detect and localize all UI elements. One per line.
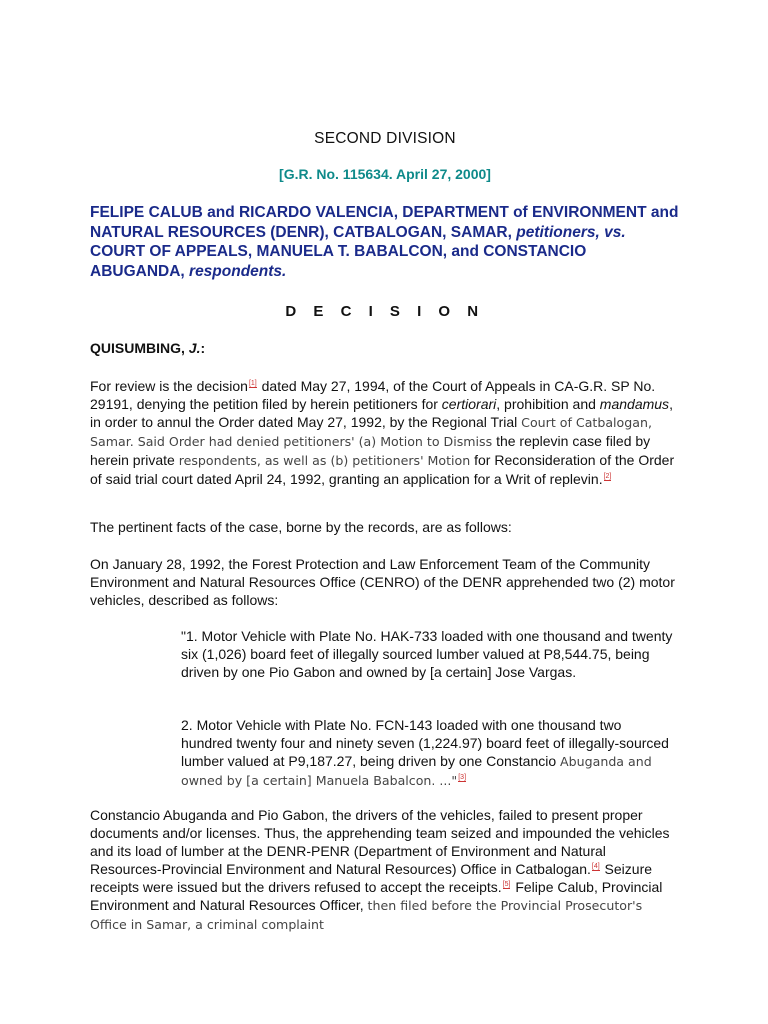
text: respondents, as well as (b) petitioners' Motion (178, 453, 471, 468)
text: for Reconsideration of the Order of said trial court dated April 24, 1992, granting an application for a Writ of replevin. (90, 452, 675, 487)
text: dated May 27, 1994, of the Court of Appeals in CA-G.R. SP No. 29191, denying the petition filed by herein petitioners for (90, 378, 656, 412)
italic-term: certiorari (441, 396, 497, 412)
petitioners-label: petitioners, vs. (516, 223, 626, 241)
footnote-link-4[interactable]: [4] (591, 863, 600, 871)
text: Seizure receipts were issued but the drivers refused to accept the receipts. (90, 861, 653, 895)
quote-vehicle-1: "1. Motor Vehicle with Plate No. HAK-733 loaded with one thousand and twenty six (1,026) board feet of illegally sourced lumber valued at P8,544.75, being driven by one Pio Gabon and owned by [a certain] Jose Vargas. (181, 628, 673, 680)
paragraph-review (90, 377, 680, 488)
footnote-link-5[interactable]: [5] (502, 881, 511, 889)
respondents-label: respondents. (189, 262, 287, 280)
ponente-suffix: J. (188, 340, 201, 356)
text: then filed before the Provincial Prosecutor's Office in Samar, a criminal complaint (90, 898, 643, 932)
footnote-link-1[interactable]: [1] (248, 380, 257, 388)
italic-term: mandamus (599, 396, 670, 412)
text: For review is the decision (90, 378, 248, 394)
paragraph-seizure (90, 806, 680, 934)
footnote-link-3[interactable]: [3] (458, 774, 467, 782)
paragraph-apprehension: On January 28, 1992, the Forest Protection and Law Enforcement Team of the Community Environment and Natural Resources Office (CENRO) of the DENR apprehended two (2) motor vehicles, described as follows: (90, 556, 675, 608)
paragraph-facts-intro: The pertinent facts of the case, borne by the records, are as follows: (90, 519, 512, 535)
ponente (90, 340, 205, 356)
footnote-link-2[interactable]: [2] (603, 473, 612, 481)
text: Abuganda and owned by [a certain] Manuela Babalcon. ..." (181, 754, 652, 788)
text: Felipe Calub, Provincial Environment and Natural Resources Officer, (90, 879, 663, 913)
text: Constancio Abuganda and Pio Gabon, the drivers of the vehicles, failed to present proper documents and/or licenses. Thus, the apprehending team seized and impounded the vehicles and its load of lumber at the DENR-PENR (Department of Environment and Natural Resources-Provincial Environment and Natural Resources) Office in Catbalogan. (90, 807, 670, 877)
text: 2. Motor Vehicle with Plate No. FCN-143 loaded with one thousand two hundred twenty four and ninety seven (1,224.97) board feet of illegally-sourced lumber valued at P9,187.27, being driven by one Constancio (181, 717, 669, 769)
division-heading: SECOND DIVISION (314, 130, 456, 147)
case-parties (90, 203, 680, 281)
case-number: [G.R. No. 115634. April 27, 2000] (279, 166, 491, 182)
text: the replevin case filed by herein private (90, 433, 651, 468)
text: , in order to annul the Order dated May 27, 1992, by the Regional Trial (90, 396, 673, 430)
text: , prohibition and (496, 396, 600, 412)
text: Court of Catbalogan, Samar. Said Order had denied petitioners' (a) Motion to Dismiss (90, 415, 652, 449)
petitioners-names: FELIPE CALUB and RICARDO VALENCIA, DEPARTMENT of ENVIRONMENT and NATURAL RESOURCES (DENR), CATBALOGAN, SAMAR, (90, 204, 679, 241)
quote-vehicle-2 (181, 716, 676, 790)
decision-heading: D E C I S I O N (285, 303, 485, 320)
respondents-names: COURT OF APPEALS, MANUELA T. BABALCON, and CONSTANCIO ABUGANDA, (90, 243, 587, 280)
ponente-name: QUISUMBING, (90, 340, 189, 356)
ponente-colon: : (200, 340, 206, 356)
